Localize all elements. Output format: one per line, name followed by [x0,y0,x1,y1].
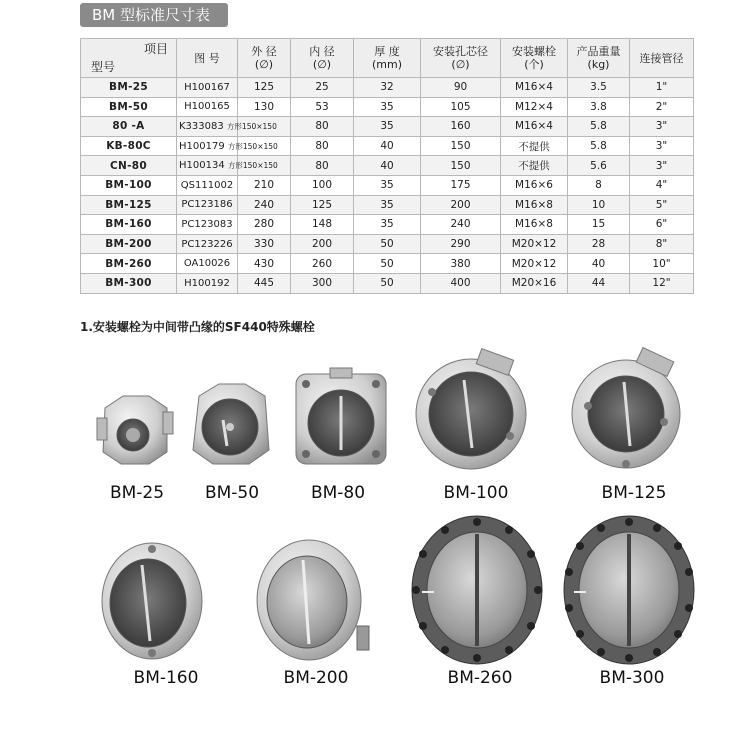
valve-image-bm80 [290,368,392,470]
id-cell: 200 [291,234,354,254]
column-header: 安装螺栓 (个) [501,39,568,78]
drawing-code-cell: H100134 方形150×150 [177,156,238,176]
bolt-cell: M12×4 [501,97,568,117]
wt-cell: 5.8 [568,117,630,137]
table-title: BM 型标准尺寸表 [80,3,228,27]
drawing-code-cell: K333083 方形150×150 [177,117,238,137]
id-cell: 100 [291,175,354,195]
id-cell: 25 [291,78,354,98]
id-cell: 125 [291,195,354,215]
pcd-cell: 400 [421,273,501,293]
bolt-cell: M16×6 [501,175,568,195]
valve-image-bm25 [95,390,175,470]
header-model-label: 型号 [91,60,116,74]
column-header: 厚 度 (mm) [354,39,421,78]
th-cell: 35 [354,175,421,195]
product-caption: BM-100 [443,483,509,503]
th-cell: 50 [354,273,421,293]
column-header: 安装孔芯径 (∅) [421,39,501,78]
drawing-code-cell: H100167 [177,78,238,98]
footnote: 1.安装螺栓为中间带凸缘的SF440特殊螺栓 [80,320,315,334]
model-cell: 80 -A [81,117,177,137]
id-cell: 80 [291,156,354,176]
pipe-cell: 2" [630,97,694,117]
product-caption: BM-300 [599,668,665,688]
header-item-label: 项目 [143,42,168,56]
pcd-cell: 150 [421,156,501,176]
wt-cell: 5.8 [568,136,630,156]
table-row [81,136,694,156]
id-cell: 260 [291,254,354,274]
id-cell: 80 [291,136,354,156]
bolt-cell: M16×8 [501,215,568,235]
drawing-code-cell: PC123226 [177,234,238,254]
id-cell: 53 [291,97,354,117]
od-cell: 130 [238,97,291,117]
square-size-note: 方形150×150 [226,121,277,131]
product-caption: BM-200 [283,668,349,688]
th-cell: 35 [354,215,421,235]
table-row [81,234,694,254]
drawing-code-cell: H100179 方形150×150 [177,136,238,156]
model-cell: BM-25 [81,78,177,98]
th-cell: 35 [354,97,421,117]
pcd-cell: 200 [421,195,501,215]
header-corner [81,39,177,78]
product-caption: BM-50 [204,483,260,503]
bolt-cell: M20×16 [501,273,568,293]
od-cell: 125 [238,78,291,98]
drawing-code-cell: OA10026 [177,254,238,274]
pipe-cell: 4" [630,175,694,195]
valve-image-bm160 [98,535,206,663]
od-cell: 280 [238,215,291,235]
pcd-cell: 150 [421,136,501,156]
th-cell: 32 [354,78,421,98]
model-cell: BM-160 [81,215,177,235]
table-row [81,195,694,215]
od-cell: 430 [238,254,291,274]
pipe-cell: 5" [630,195,694,215]
model-cell: BM-200 [81,234,177,254]
product-caption: BM-125 [601,483,667,503]
table-row [81,156,694,176]
table-header-row [81,39,694,78]
table-row [81,254,694,274]
valve-image-bm50 [185,380,275,470]
wt-cell: 5.6 [568,156,630,176]
od-cell: 240 [238,195,291,215]
table-row [81,273,694,293]
model-cell: CN-80 [81,156,177,176]
column-header: 外 径 (∅) [238,39,291,78]
wt-cell: 8 [568,175,630,195]
product-caption: BM-160 [133,668,199,688]
table-row [81,117,694,137]
wt-cell: 40 [568,254,630,274]
pipe-cell: 3" [630,136,694,156]
pcd-cell: 290 [421,234,501,254]
table-row [81,175,694,195]
od-cell: 445 [238,273,291,293]
th-cell: 35 [354,195,421,215]
bolt-cell: M20×12 [501,254,568,274]
column-header: 产品重量 (kg) [568,39,630,78]
model-cell: BM-300 [81,273,177,293]
drawing-code-cell: H100192 [177,273,238,293]
pipe-cell: 6" [630,215,694,235]
valve-image-bm100 [412,352,530,470]
model-cell: BM-50 [81,97,177,117]
spec-table [80,38,694,294]
column-header: 图 号 [177,39,238,78]
id-cell: 148 [291,215,354,235]
id-cell: 80 [291,117,354,137]
valve-image-bm300 [560,512,698,667]
wt-cell: 15 [568,215,630,235]
bolt-cell: M20×12 [501,234,568,254]
drawing-code-cell: PC123083 [177,215,238,235]
model-cell: KB-80C [81,136,177,156]
valve-image-bm200 [253,532,371,664]
th-cell: 50 [354,254,421,274]
bolt-cell: M16×8 [501,195,568,215]
valve-image-bm125 [570,352,688,470]
th-cell: 35 [354,117,421,137]
table-row [81,97,694,117]
pcd-cell: 380 [421,254,501,274]
drawing-code-cell: QS111002 [177,175,238,195]
bolt-cell: 不提供 [501,136,568,156]
square-size-note: 方形150×150 [227,161,278,171]
pcd-cell: 105 [421,97,501,117]
drawing-code-cell: PC123186 [177,195,238,215]
id-cell: 300 [291,273,354,293]
wt-cell: 44 [568,273,630,293]
wt-cell: 3.5 [568,78,630,98]
pcd-cell: 240 [421,215,501,235]
wt-cell: 3.8 [568,97,630,117]
valve-image-bm260 [408,512,546,667]
model-cell: BM-100 [81,175,177,195]
model-cell: BM-260 [81,254,177,274]
pcd-cell: 90 [421,78,501,98]
model-cell: BM-125 [81,195,177,215]
pcd-cell: 175 [421,175,501,195]
pipe-cell: 12" [630,273,694,293]
table-row [81,215,694,235]
pipe-cell: 8" [630,234,694,254]
th-cell: 40 [354,156,421,176]
column-header: 内 径 (∅) [291,39,354,78]
product-caption: BM-260 [447,668,513,688]
bolt-cell: M16×4 [501,78,568,98]
pipe-cell: 3" [630,156,694,176]
table-row [81,78,694,98]
drawing-code-cell: H100165 [177,97,238,117]
column-header: 连接管径 [630,39,694,78]
th-cell: 50 [354,234,421,254]
th-cell: 40 [354,136,421,156]
pipe-cell: 10" [630,254,694,274]
product-caption: BM-80 [310,483,366,503]
pipe-cell: 3" [630,117,694,137]
square-size-note: 方形150×150 [227,141,278,151]
od-cell: 330 [238,234,291,254]
product-caption: BM-25 [109,483,165,503]
pcd-cell: 160 [421,117,501,137]
bolt-cell: M16×4 [501,117,568,137]
pipe-cell: 1" [630,78,694,98]
wt-cell: 10 [568,195,630,215]
bolt-cell: 不提供 [501,156,568,176]
od-cell: 210 [238,175,291,195]
wt-cell: 28 [568,234,630,254]
